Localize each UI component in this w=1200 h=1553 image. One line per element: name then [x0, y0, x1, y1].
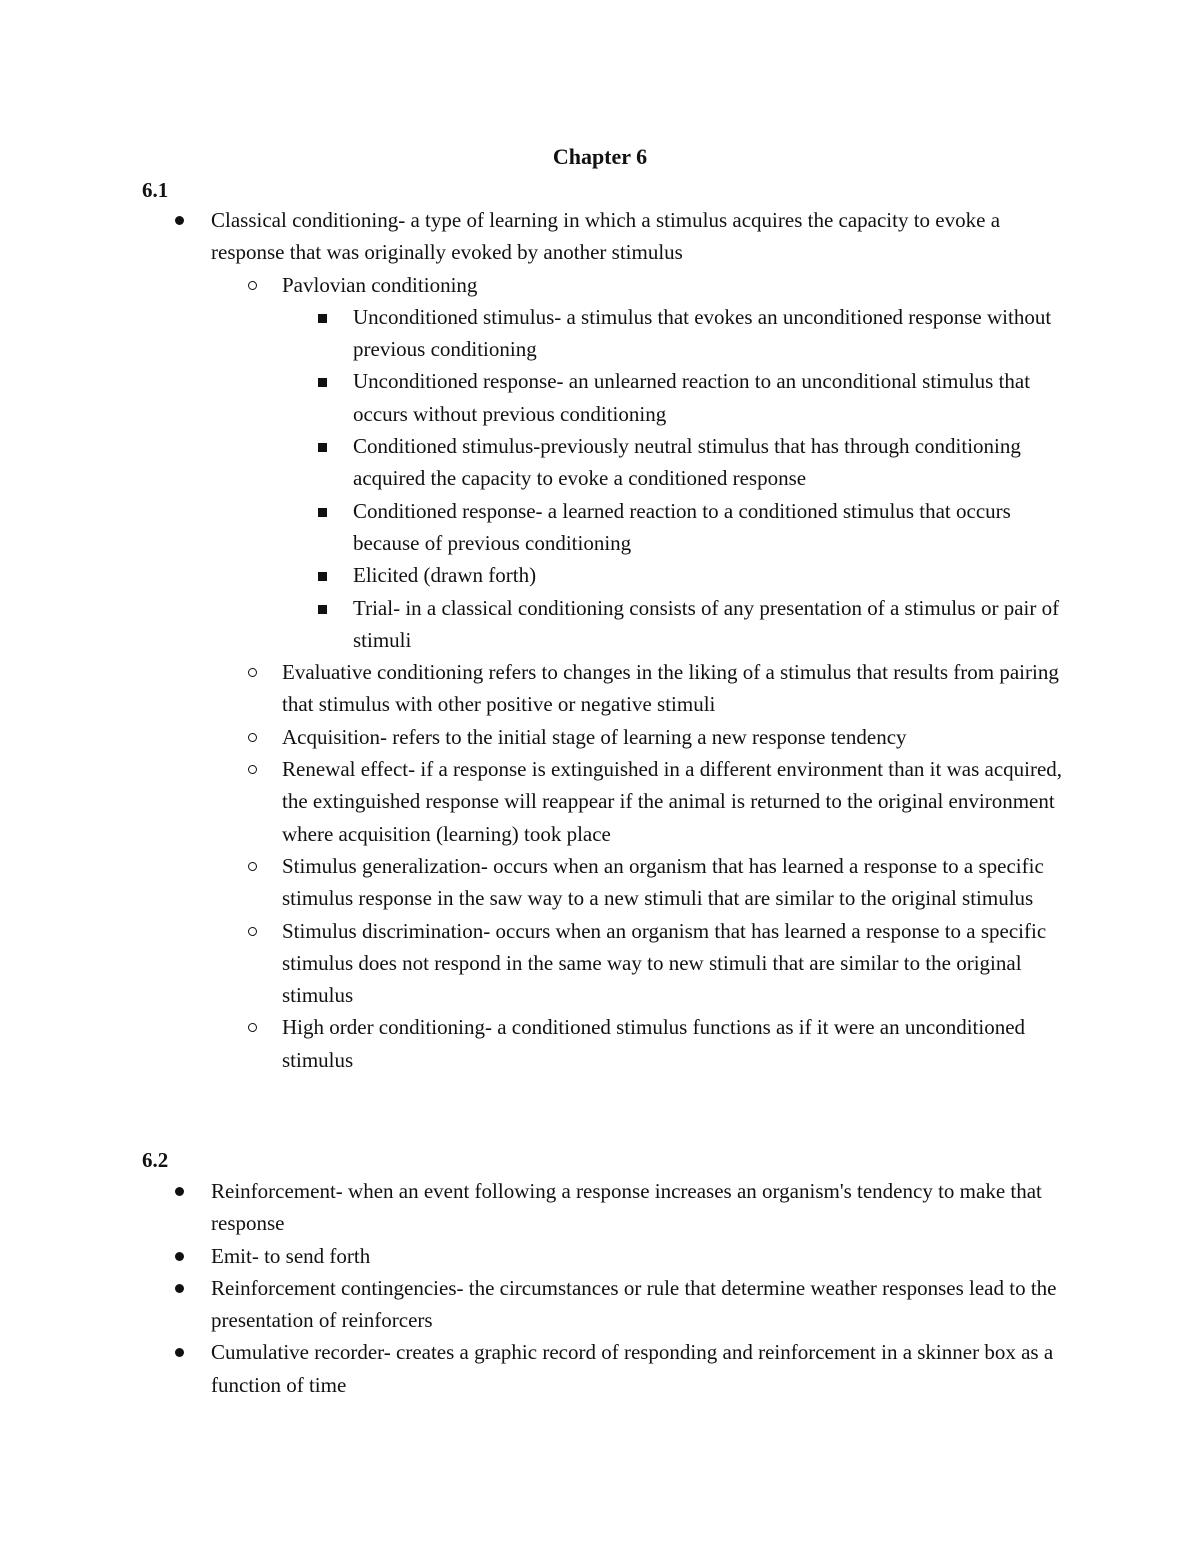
list-item-text: Unconditioned stimulus- a stimulus that evokes an unconditioned response without previous conditioning: [353, 304, 1052, 362]
list-item: [211, 1240, 1071, 1272]
bullet-square-icon: [318, 508, 327, 517]
bullet-list: [0, 1175, 1200, 1401]
bullet-circle-icon: [248, 733, 257, 742]
page-title: Chapter 6: [552, 144, 648, 169]
list-item: [211, 1272, 1071, 1337]
list-item-text: Emit- to send forth: [211, 1243, 371, 1268]
list-item-text: Stimulus discrimination- occurs when an organism that has learned a response to a specific stimulus does not respond in the same way to new stimuli that are similar to the original stimulus: [282, 918, 1047, 1008]
list-item: [211, 1175, 1071, 1240]
bullet-dot-icon: [175, 1252, 184, 1261]
list-item: [211, 204, 1071, 1076]
bullet-circle-icon: [248, 765, 257, 774]
list-item: [353, 495, 1073, 560]
list-item-text: Pavlovian conditioning: [282, 272, 478, 297]
list-item-text: Stimulus generalization- occurs when an organism that has learned a response to a specific stimulus response in the saw way to a new stimuli that are similar to the original stimulus: [282, 853, 1044, 911]
list-item-text: Evaluative conditioning refers to changes in the liking of a stimulus that results from pairing that stimulus with other positive or negative stimuli: [282, 660, 1059, 717]
list-item: [353, 430, 1073, 495]
section-heading: 6.2: [142, 1148, 169, 1172]
bullet-square-icon: [318, 443, 327, 452]
list-item: [282, 915, 1072, 1012]
list-item-text: Classical conditioning- a type of learning in which a stimulus acquires the capacity to evoke a response that was originally evoked by another stimulus: [211, 208, 1001, 265]
bullet-dot-icon: [175, 216, 184, 225]
list-item-text: High order conditioning- a conditioned stimulus functions as if it were an unconditioned stimulus: [282, 1015, 1026, 1072]
bullet-dot-icon: [175, 1284, 184, 1293]
list-item: [282, 1011, 1072, 1076]
bullet-square-icon: [318, 314, 327, 323]
list-item: [353, 301, 1073, 366]
bullet-dot-icon: [175, 1187, 184, 1196]
section-heading: 6.1: [142, 178, 169, 202]
bullet-dot-icon: [175, 1348, 184, 1357]
bullet-circle-icon: [248, 927, 257, 936]
list-item: [353, 592, 1073, 657]
bullet-square-icon: [318, 378, 327, 387]
bullet-circle-icon: [248, 281, 257, 290]
list-item: [282, 656, 1072, 721]
sub-list: [211, 269, 1071, 1076]
list-item: [353, 559, 1073, 591]
list-item: [211, 1336, 1071, 1401]
list-item: [353, 365, 1073, 430]
list-item-text: Renewal effect- if a response is extinguished in a different environment than it was acquired, the extinguished response will reappear if the animal is returned to the original environment where acquisition (learning) took place: [282, 757, 1063, 846]
list-item: [282, 753, 1072, 850]
list-item: [282, 850, 1072, 915]
list-item: [282, 721, 1072, 753]
list-item-text: Acquisition- refers to the initial stage of learning a new response tendency: [282, 724, 907, 749]
list-item-text: Cumulative recorder- creates a graphic record of responding and reinforcement in a skinner box as a function of time: [211, 1340, 1054, 1397]
list-item-text: Conditioned response- a learned reaction to a conditioned stimulus that occurs because of previous conditioning: [353, 498, 1011, 555]
list-item: [282, 269, 1072, 657]
bullet-circle-icon: [248, 862, 257, 871]
list-item-text: Conditioned stimulus-previously neutral stimulus that has through conditioning acquired the capacity to evoke a conditioned response: [353, 434, 1021, 491]
bullet-circle-icon: [248, 668, 257, 677]
list-item-text: Trial- in a classical conditioning consists of any presentation of a stimulus or pair of stimuli: [353, 595, 1060, 652]
list-item-text: Unconditioned response- an unlearned reaction to an unconditional stimulus that occurs without previous conditioning: [353, 369, 1031, 426]
bullet-square-icon: [318, 572, 327, 581]
list-item-text: Elicited (drawn forth): [353, 563, 537, 588]
list-item-text: Reinforcement- when an event following a response increases an organism's tendency to make that response: [211, 1179, 1042, 1236]
sub-sub-list: [282, 301, 1072, 656]
bullet-list: [0, 204, 1200, 1076]
list-item-text: Reinforcement contingencies- the circumstances or rule that determine weather responses lead to the presentation of reinforcers: [211, 1275, 1057, 1333]
bullet-circle-icon: [248, 1023, 257, 1032]
bullet-square-icon: [318, 605, 327, 614]
